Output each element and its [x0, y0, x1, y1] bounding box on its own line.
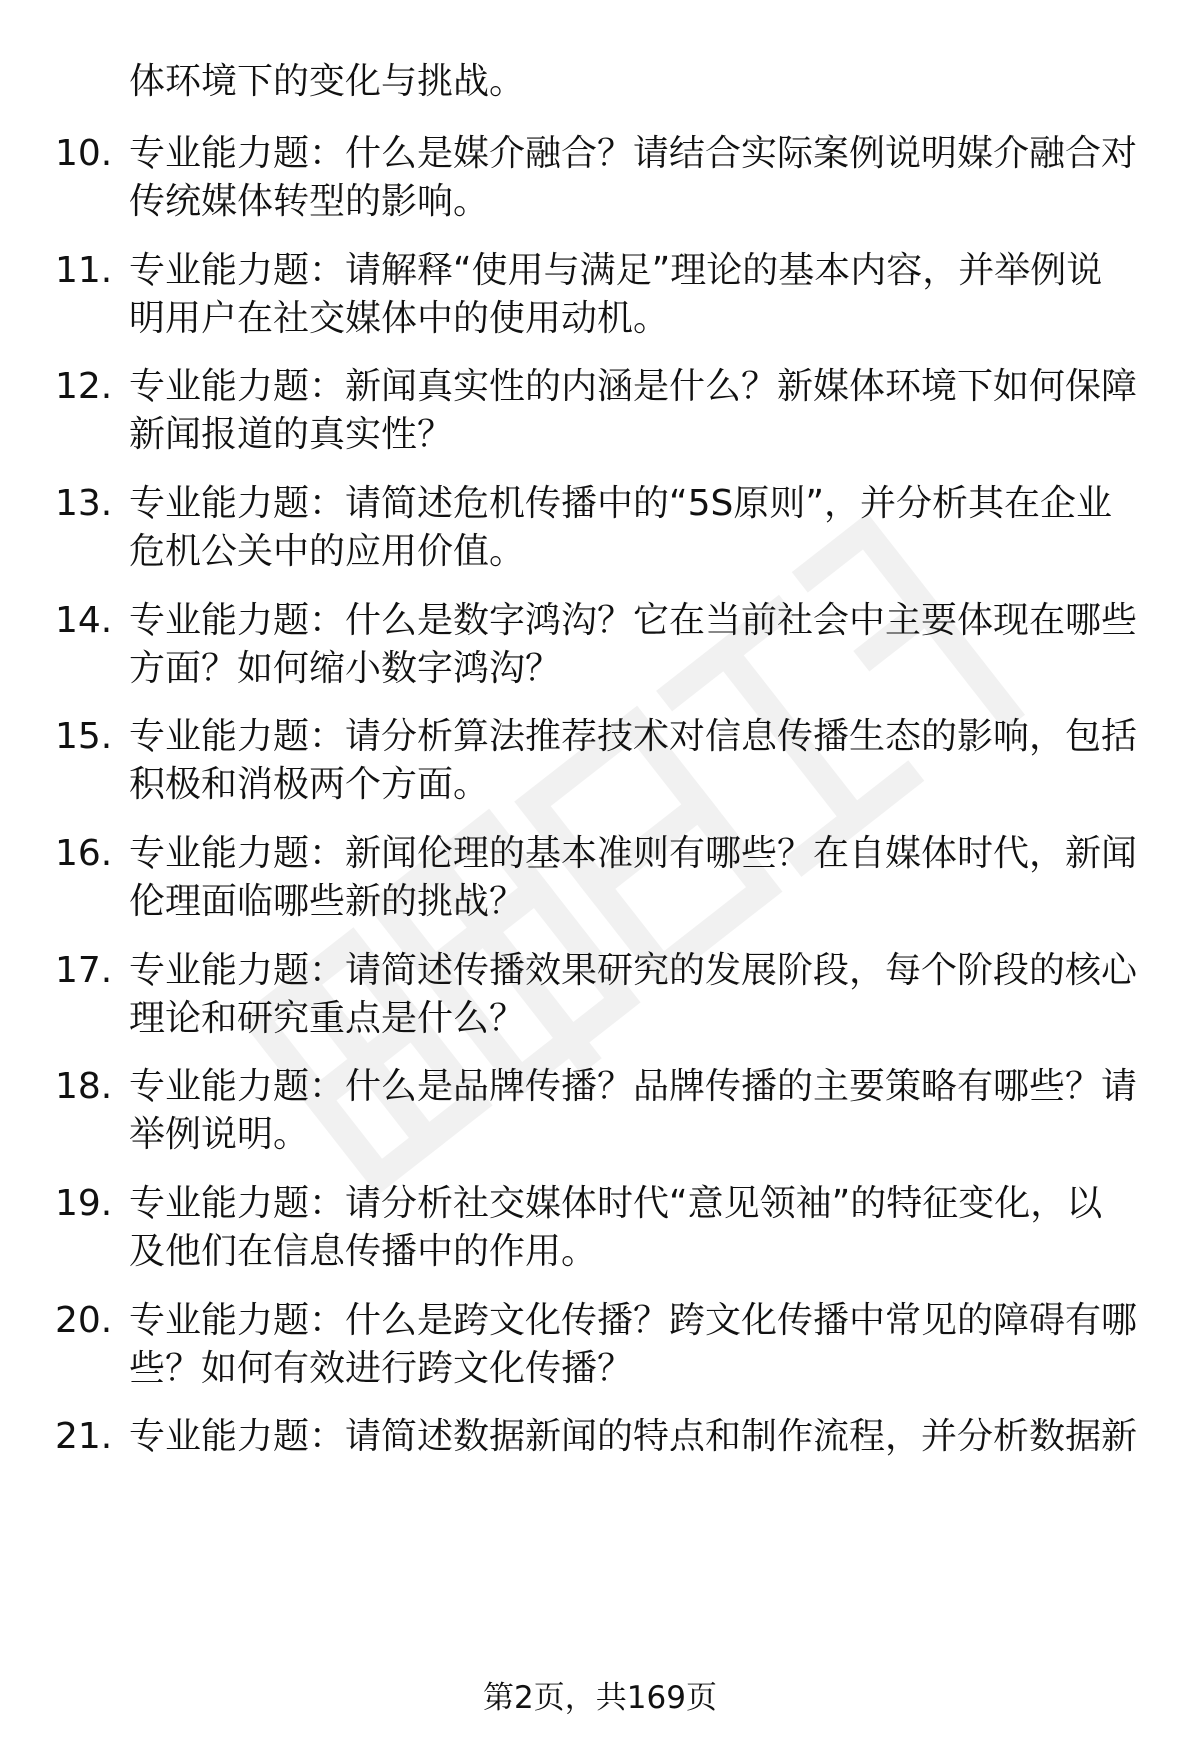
- question-text-line2: 理论和研究重点是什么？: [129, 998, 526, 1039]
- question-text-line1: 专业能力题：新闻伦理的基本准则有哪些？在自媒体时代，新闻: [129, 833, 1138, 874]
- question-text-line2: 方面？如何缩小数字鸿沟？: [129, 648, 562, 689]
- question-text-line2: 明用户在社交媒体中的使用动机。: [129, 298, 670, 339]
- question-text-line1: 专业能力题：新闻真实性的内涵是什么？新媒体环境下如何保障: [129, 366, 1138, 407]
- question-text-line2: 危机公关中的应用价值。: [129, 531, 526, 572]
- question-number: 19.: [55, 1183, 113, 1224]
- question-text-line1: 专业能力题：请解释“使用与满足”理论的基本内容，并举例说: [129, 250, 1103, 291]
- question-text-line1: 专业能力题：什么是媒介融合？请结合实际案例说明媒介融合对: [129, 133, 1138, 174]
- question-number: 13.: [55, 483, 113, 524]
- question-text-line1: 专业能力题：请分析社交媒体时代“意见领袖”的特征变化，以: [129, 1183, 1103, 1224]
- continuation-text: 体环境下的变化与挑战。: [129, 61, 526, 102]
- question-number: 21.: [55, 1416, 113, 1457]
- question-number: 11.: [55, 250, 113, 291]
- question-text-line1: 专业能力题：什么是品牌传播？品牌传播的主要策略有哪些？请: [129, 1066, 1138, 1107]
- question-number: 10.: [55, 133, 113, 174]
- question-text-line1: 专业能力题：请分析算法推荐技术对信息传播生态的影响，包括: [129, 716, 1138, 757]
- question-number: 16.: [55, 833, 113, 874]
- question-text-line1: 专业能力题：请简述传播效果研究的发展阶段，每个阶段的核心: [129, 950, 1138, 991]
- question-text-line1: 专业能力题：什么是跨文化传播？跨文化传播中常见的障碍有哪: [129, 1300, 1138, 1341]
- question-text-line2: 举例说明。: [129, 1114, 310, 1155]
- question-text-line2: 伦理面临哪些新的挑战？: [129, 881, 526, 922]
- question-text-line2: 新闻报道的真实性？: [129, 414, 454, 455]
- question-number: 15.: [55, 716, 113, 757]
- question-number: 12.: [55, 366, 113, 407]
- question-text-line1: 专业能力题：什么是数字鸿沟？它在当前社会中主要体现在哪些: [129, 600, 1138, 641]
- question-number: 18.: [55, 1066, 113, 1107]
- question-text-line2: 及他们在信息传播中的作用。: [129, 1231, 598, 1272]
- question-text-line2: 传统媒体转型的影响。: [129, 181, 490, 222]
- question-text-line1: 专业能力题：请简述数据新闻的特点和制作流程，并分析数据新: [129, 1416, 1138, 1457]
- question-number: 20.: [55, 1300, 113, 1341]
- question-text-line1: 专业能力题：请简述危机传播中的“5S原则”，并分析其在企业: [129, 483, 1113, 524]
- question-text-line2: 积极和消极两个方面。: [129, 764, 490, 805]
- question-number: 14.: [55, 600, 113, 641]
- page-footer: 第2页，共169页: [483, 1680, 717, 1716]
- question-text-line2: 些？如何有效进行跨文化传播？: [129, 1348, 634, 1389]
- question-number: 17.: [55, 950, 113, 991]
